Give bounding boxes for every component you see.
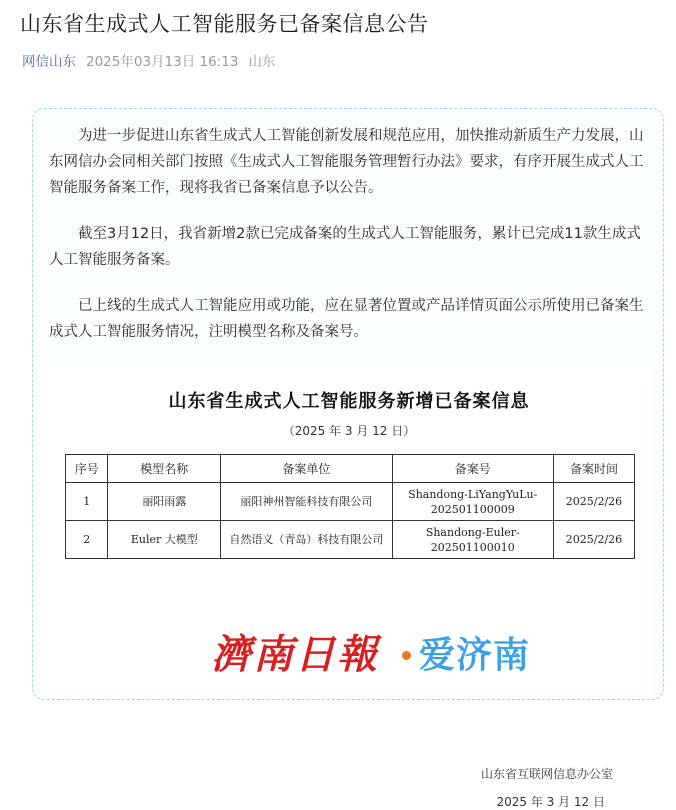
logo-dot-icon	[402, 651, 411, 660]
article-title: 山东省生成式人工智能服务已备案信息公告	[20, 12, 429, 36]
paragraph-intro: 为进一步促进山东省生成式人工智能创新发展和规范应用，加快推动新质生产力发展，山东网信办会同相关部门按照《生成式人工智能服务管理暂行办法》要求，有序开展生成式人工智能服务备案工作，现将我省已备案信息予以公告。	[49, 128, 644, 196]
cell-org: 丽阳神州智能科技有限公司	[221, 483, 392, 521]
issuer-name: 山东省互联网信息办公室	[480, 767, 613, 781]
cell-model: 丽阳雨露	[108, 483, 221, 521]
cell-code: Shandong-Euler-202501100010	[392, 521, 553, 559]
ai-jinan-logo: 爱济南	[419, 635, 531, 676]
cell-date: 2025/2/26	[553, 521, 634, 559]
issue-date: 2025 年 3 月 12 日	[496, 795, 605, 809]
region-label: 山东	[248, 54, 276, 70]
author-link[interactable]: 网信山东	[22, 54, 76, 70]
header-date: 备案时间	[553, 455, 634, 483]
paragraph-requirement: 已上线的生成式人工智能应用或功能，应在显著位置或产品详情页面公示所使用已备案生成式人工智能服务情况，注明模型名称及备案号。	[49, 298, 644, 340]
header-model: 模型名称	[108, 455, 221, 483]
cell-org: 自然语义（青岛）科技有限公司	[221, 521, 392, 559]
header-code: 备案号	[392, 455, 553, 483]
filing-table	[65, 454, 635, 559]
article-meta	[22, 50, 275, 70]
cell-date: 2025/2/26	[553, 483, 634, 521]
cell-no: 1	[66, 483, 108, 521]
cell-code: Shandong-LiYangYuLu-202501100009	[392, 483, 553, 521]
table-header-row	[66, 455, 635, 483]
document-date: （2025 年 3 月 12 日）	[282, 424, 416, 438]
table-row	[66, 521, 635, 559]
jinan-daily-logo: 濟南日報	[211, 631, 379, 678]
header-no: 序号	[66, 455, 108, 483]
cell-no: 2	[66, 521, 108, 559]
table-row	[66, 483, 635, 521]
document-title: 山东省生成式人工智能服务新增已备案信息	[168, 391, 530, 412]
publish-datetime: 2025年03月13日 16:13	[86, 54, 239, 70]
paragraph-count: 截至3月12日，我省新增2款已完成备案的生成式人工智能服务，累计已完成11款生成式人工智能服务备案。	[49, 226, 641, 268]
header-org: 备案单位	[221, 455, 392, 483]
content-card	[32, 108, 664, 809]
cell-model: Euler 大模型	[108, 521, 221, 559]
